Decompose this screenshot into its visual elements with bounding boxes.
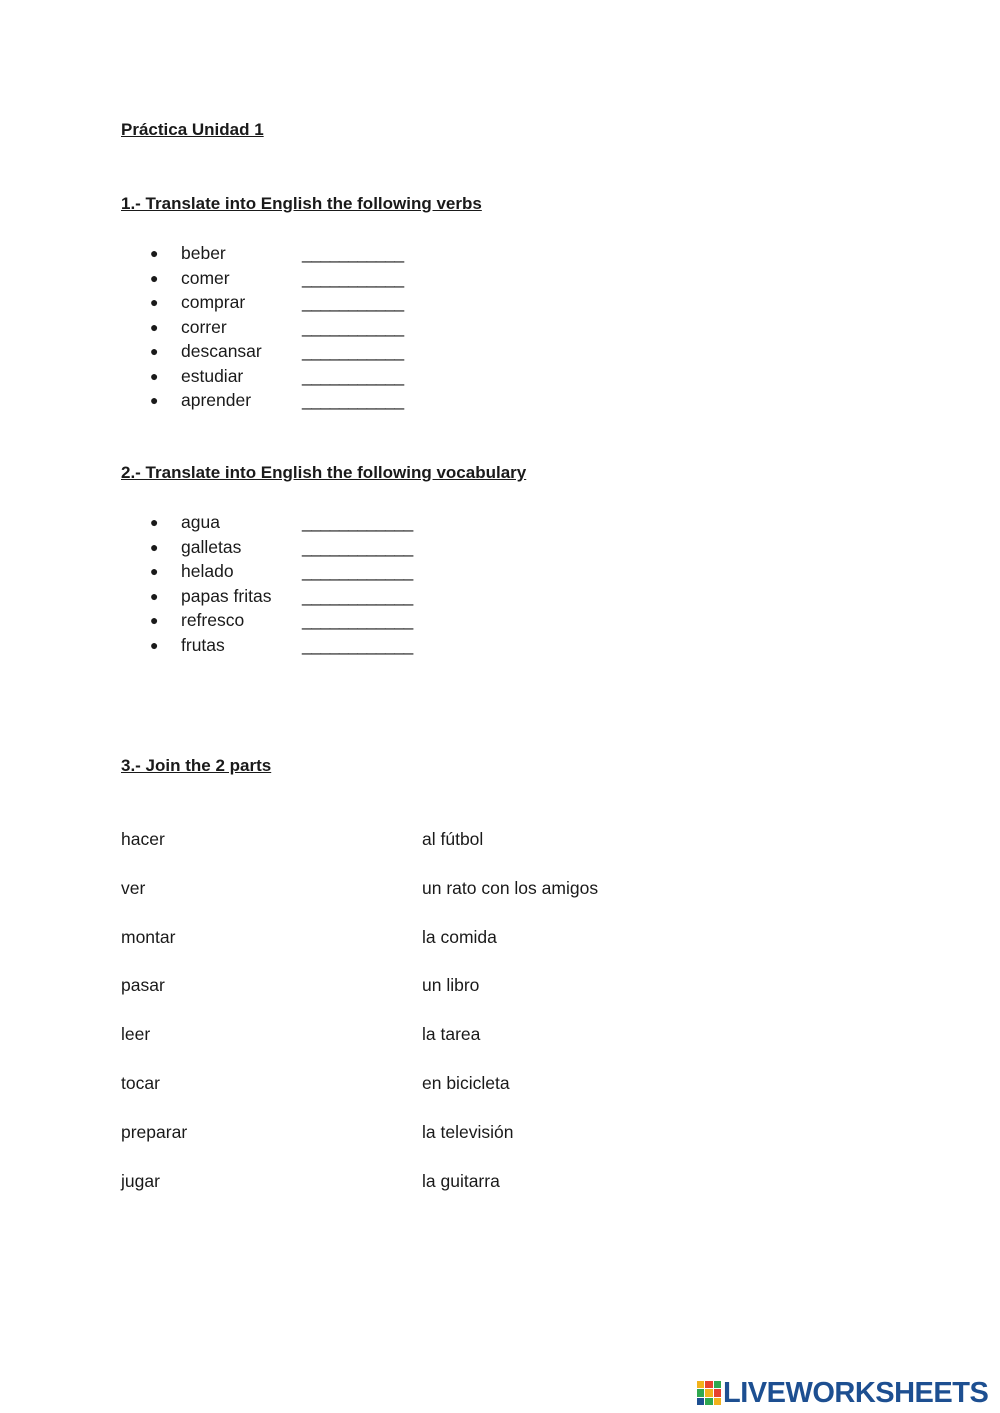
- section-1-heading: 1.- Translate into English the following verbs: [121, 194, 482, 213]
- matching-list: [121, 829, 721, 1219]
- section-2-heading: 2.- Translate into English the following vocabulary: [121, 463, 527, 482]
- page-title: Práctica Unidad 1: [121, 120, 264, 139]
- bullet: ●: [150, 587, 159, 604]
- match-right[interactable]: la televisión: [422, 1121, 514, 1142]
- match-left[interactable]: montar: [121, 926, 176, 947]
- match-right[interactable]: al fútbol: [422, 829, 484, 849]
- spanish-word: comprar: [181, 292, 246, 312]
- bullet: ●: [150, 514, 159, 530]
- match-row: [121, 1024, 721, 1073]
- answer-blank[interactable]: ___________: [302, 267, 404, 288]
- match-right[interactable]: un rato con los amigos: [422, 877, 599, 898]
- bullet: ●: [150, 538, 159, 555]
- spanish-word: comer: [181, 267, 230, 288]
- match-row: [121, 829, 721, 878]
- match-left[interactable]: jugar: [121, 1170, 160, 1191]
- answer-blank[interactable]: ___________: [302, 243, 404, 263]
- answer-blank[interactable]: ____________: [302, 561, 413, 581]
- answer-blank[interactable]: ___________: [302, 316, 404, 337]
- bullet: ●: [150, 343, 159, 359]
- match-left[interactable]: ver: [121, 877, 146, 898]
- section-3-heading: 3.- Join the 2 parts: [121, 756, 272, 775]
- match-right[interactable]: un libro: [422, 975, 480, 996]
- match-right[interactable]: la tarea: [422, 1024, 481, 1045]
- logo-tile: [714, 1398, 721, 1405]
- answer-blank[interactable]: ___________: [302, 292, 404, 312]
- match-row: [121, 975, 721, 1024]
- spanish-word: descansar: [181, 341, 262, 361]
- spanish-word: beber: [181, 243, 226, 263]
- match-left[interactable]: pasar: [121, 975, 165, 996]
- match-right[interactable]: la comida: [422, 926, 497, 947]
- bullet: ●: [150, 269, 159, 286]
- match-left[interactable]: preparar: [121, 1121, 188, 1142]
- spanish-word: estudiar: [181, 365, 244, 386]
- spanish-word: galletas: [181, 536, 242, 557]
- match-right[interactable]: en bicicleta: [422, 1072, 510, 1093]
- bullet: ●: [150, 392, 159, 408]
- match-row: [121, 1122, 721, 1171]
- spanish-word: agua: [181, 512, 220, 532]
- liveworksheets-logo: [697, 1378, 988, 1408]
- spanish-word: refresco: [181, 610, 245, 630]
- bullet: ●: [150, 636, 159, 653]
- match-left[interactable]: leer: [121, 1024, 151, 1045]
- match-left[interactable]: hacer: [121, 829, 165, 849]
- bullet: ●: [150, 367, 159, 384]
- bullet: ●: [150, 294, 159, 310]
- match-right[interactable]: la guitarra: [422, 1170, 500, 1191]
- bullet: ●: [150, 563, 159, 579]
- logo-tile: [714, 1381, 721, 1388]
- answer-blank[interactable]: ____________: [302, 585, 413, 606]
- spanish-word: frutas: [181, 634, 225, 655]
- match-left[interactable]: tocar: [121, 1072, 160, 1093]
- answer-blank[interactable]: ___________: [302, 341, 404, 361]
- logo-tile: [697, 1398, 704, 1405]
- bullet: ●: [150, 318, 159, 335]
- logo-tile: [697, 1389, 704, 1396]
- spanish-word: helado: [181, 561, 234, 581]
- match-row: [121, 927, 721, 976]
- logo-tile: [705, 1389, 712, 1396]
- spanish-word: aprender: [181, 390, 252, 410]
- match-row: [121, 1073, 721, 1122]
- spanish-word: papas fritas: [181, 585, 272, 606]
- logo-tile: [697, 1381, 704, 1388]
- match-row: [121, 878, 721, 927]
- logo-tile: [714, 1389, 721, 1396]
- logo-tile: [705, 1381, 712, 1388]
- liveworksheets-logo-icon: [697, 1381, 721, 1405]
- answer-blank[interactable]: ____________: [302, 634, 413, 655]
- answer-blank[interactable]: ____________: [302, 536, 413, 557]
- answer-blank[interactable]: ____________: [302, 610, 413, 630]
- logo-tile: [705, 1398, 712, 1405]
- logo-text: LIVEWORKSHEETS: [723, 1376, 989, 1409]
- spanish-word: correr: [181, 316, 227, 337]
- answer-blank[interactable]: ___________: [302, 365, 404, 386]
- bullet: ●: [150, 612, 159, 628]
- bullet: ●: [150, 245, 159, 261]
- answer-blank[interactable]: ____________: [302, 512, 413, 532]
- match-row: [121, 1171, 721, 1220]
- answer-blank[interactable]: ___________: [302, 390, 404, 410]
